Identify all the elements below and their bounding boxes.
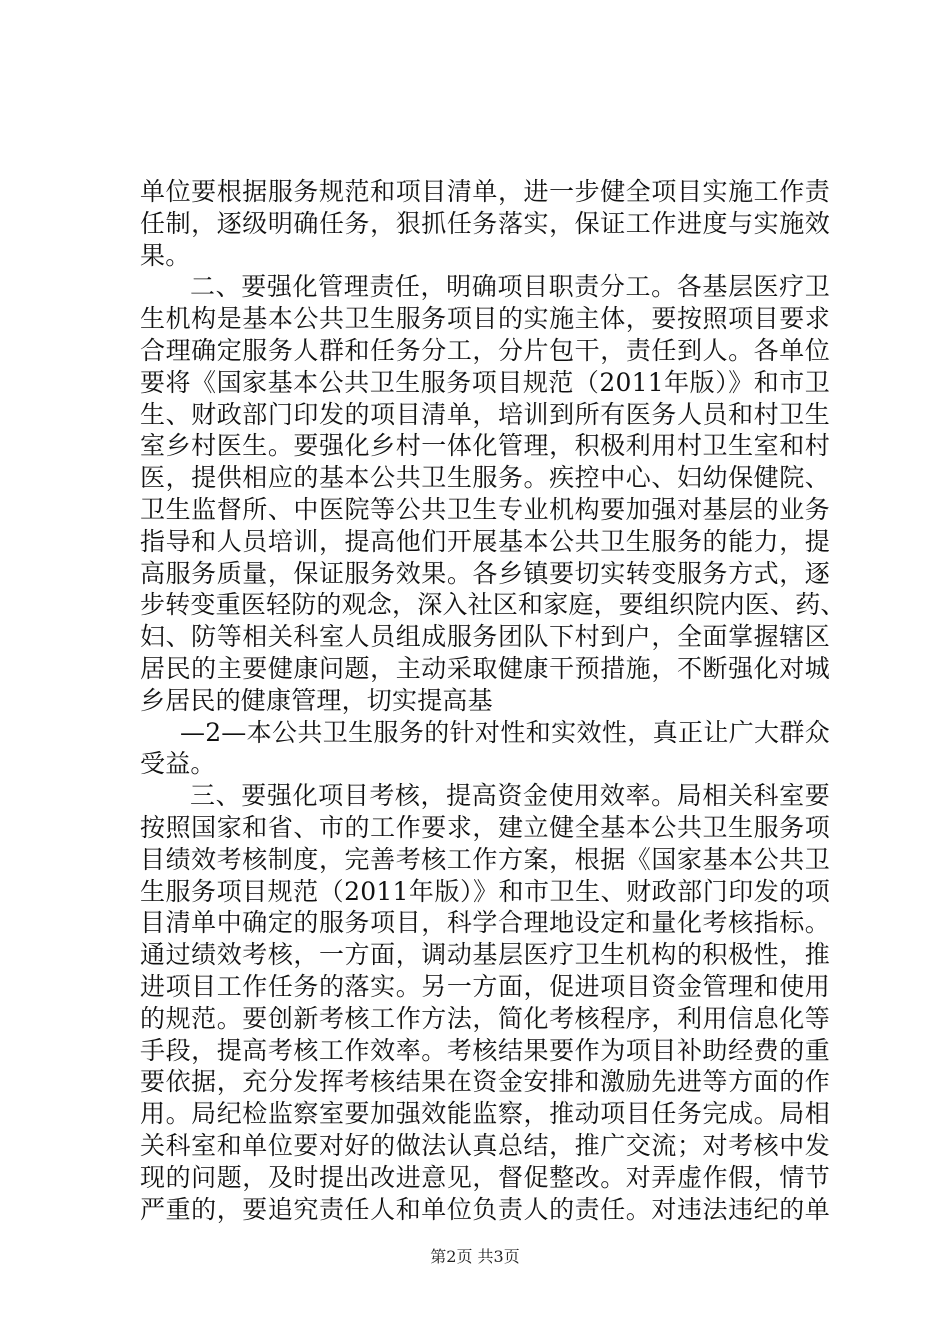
body-line: 指导和人员培训，提高他们开展基本公共卫生服务的能力，提 — [140, 526, 830, 556]
body-line-with-page-marker: —2—本公共卫生服务的针对性和实效性，真正让广大群众 — [180, 717, 830, 747]
document-body — [140, 176, 846, 1225]
body-line: 乡居民的健康管理，切实提高基 — [140, 685, 493, 715]
body-line: 关科室和单位要对好的做法认真总结，推广交流；对考核中发 — [140, 1130, 830, 1160]
body-line: 单位要根据服务规范和项目清单，进一步健全项目实施工作责 — [140, 177, 830, 206]
section-heading-line: 二、要强化管理责任，明确项目职责分工。各基层医疗卫 — [190, 272, 830, 302]
body-line: 居民的主要健康问题，主动采取健康干预措施，不断强化对城 — [140, 653, 830, 683]
body-line: 通过绩效考核，一方面，调动基层医疗卫生机构的积极性，推 — [140, 940, 830, 970]
body-line: 室乡村医生。要强化乡村一体化管理，积极利用村卫生室和村 — [140, 431, 830, 461]
body-line: 任制，逐级明确任务，狠抓任务落实，保证工作进度与实施效 — [140, 208, 830, 238]
body-line: 步转变重医轻防的观念，深入社区和家庭，要组织院内医、药、 — [140, 590, 846, 620]
body-line: 卫生监督所、中医院等公共卫生专业机构要加强对基层的业务 — [140, 494, 830, 524]
body-line: 生、财政部门印发的项目清单，培训到所有医务人员和村卫生 — [140, 399, 830, 429]
body-line: 目清单中确定的服务项目，科学合理地设定和量化考核指标。 — [140, 908, 830, 938]
body-line: 手段，提高考核工作效率。考核结果要作为项目补助经费的重 — [140, 1035, 830, 1065]
body-line: 按照国家和省、市的工作要求，建立健全基本公共卫生服务项 — [140, 812, 830, 842]
body-line: 要将《国家基本公共卫生服务项目规范（2011年版）》和市卫 — [140, 367, 830, 397]
page-number-footer: 第2页 共3页 — [430, 1247, 520, 1266]
body-line: 生机构是基本公共卫生服务项目的实施主体，要按照项目要求 — [140, 304, 830, 334]
body-line: 严重的，要追究责任人和单位负责人的责任。对违法违纪的单 — [140, 1194, 830, 1224]
section-heading-line: 三、要强化项目考核，提高资金使用效率。局相关科室要 — [190, 781, 830, 811]
body-line: 生服务项目规范（2011年版）》和市卫生、财政部门印发的项 — [140, 876, 830, 906]
body-line: 要依据，充分发挥考核结果在资金安排和激励先进等方面的作 — [140, 1067, 830, 1097]
body-line: 果。 — [140, 240, 191, 270]
body-line: 目绩效考核制度，完善考核工作方案，根据《国家基本公共卫 — [140, 844, 830, 874]
body-line: 合理确定服务人群和任务分工，分片包干，责任到人。各单位 — [140, 335, 830, 365]
body-line: 现的问题，及时提出改进意见，督促整改。对弄虚作假，情节 — [140, 1162, 830, 1192]
body-line: 进项目工作任务的落实。另一方面，促进项目资金管理和使用 — [140, 971, 830, 1001]
body-line: 妇、防等相关科室人员组成服务团队下村到户，全面掌握辖区 — [140, 622, 830, 652]
body-line: 高服务质量，保证服务效果。各乡镇要切实转变服务方式，逐 — [140, 558, 830, 588]
body-line: 的规范。要创新考核工作方法，简化考核程序，利用信息化等 — [140, 1003, 830, 1033]
body-line: 用。局纪检监察室要加强效能监察，推动项目任务完成。局相 — [140, 1099, 830, 1129]
body-line: 受益。 — [140, 749, 216, 779]
body-line: 医，提供相应的基本公共卫生服务。疾控中心、妇幼保健院、 — [140, 463, 830, 493]
